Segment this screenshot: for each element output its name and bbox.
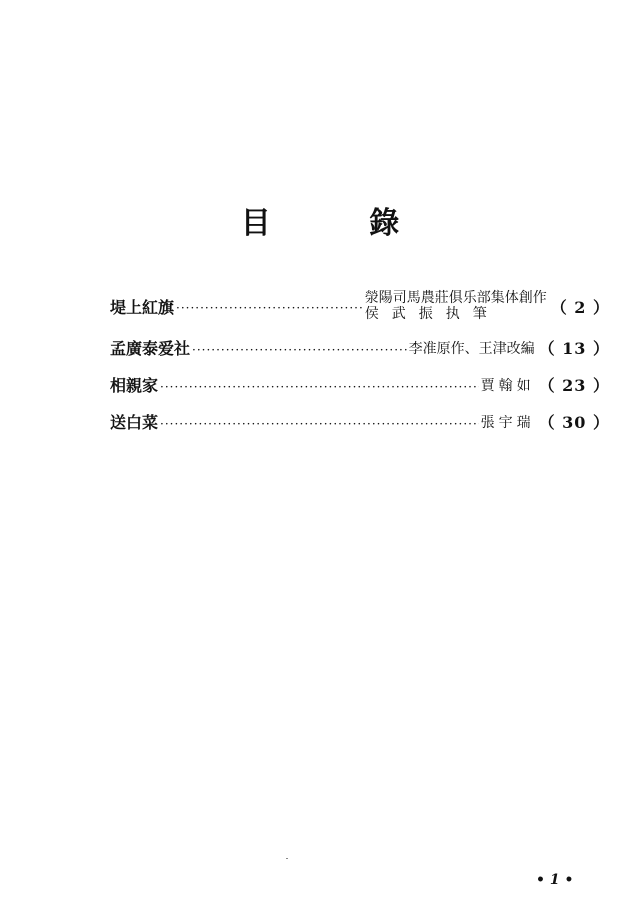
entry-page: （ 13 ） — [538, 339, 610, 358]
toc-entry[interactable] — [110, 290, 610, 322]
leader-dots — [160, 417, 479, 431]
toc-entry[interactable] — [110, 336, 610, 359]
entry-page: （ 23 ） — [538, 376, 610, 395]
print-speck — [286, 858, 288, 859]
entry-author: 賈翰如 — [480, 377, 535, 394]
entry-title: 堤上紅旗 — [110, 297, 175, 317]
leader-dots — [160, 380, 479, 394]
entry-page: （ 30 ） — [538, 413, 610, 432]
table-of-contents — [110, 290, 610, 447]
author-line-1: 滎陽司馬農莊俱乐部集体創作 — [364, 290, 547, 306]
entry-title: 送白菜 — [110, 413, 159, 432]
toc-entry[interactable] — [110, 410, 610, 433]
author-line-2: 侯武振执筆 — [364, 306, 500, 322]
leader-dots — [192, 343, 407, 357]
page-title: 目 錄 — [240, 206, 444, 241]
toc-entry[interactable] — [110, 373, 610, 396]
entry-author: 張宇瑞 — [480, 414, 535, 431]
entry-author: 李准原作、王津改編 — [408, 340, 535, 357]
page-number: • 1 • — [536, 872, 574, 888]
entry-title: 孟廣泰爱社 — [110, 339, 191, 358]
entry-author — [365, 290, 547, 322]
entry-title: 相親家 — [110, 376, 159, 395]
leader-dots — [176, 301, 363, 315]
entry-page: （ 2 ） — [550, 297, 610, 317]
